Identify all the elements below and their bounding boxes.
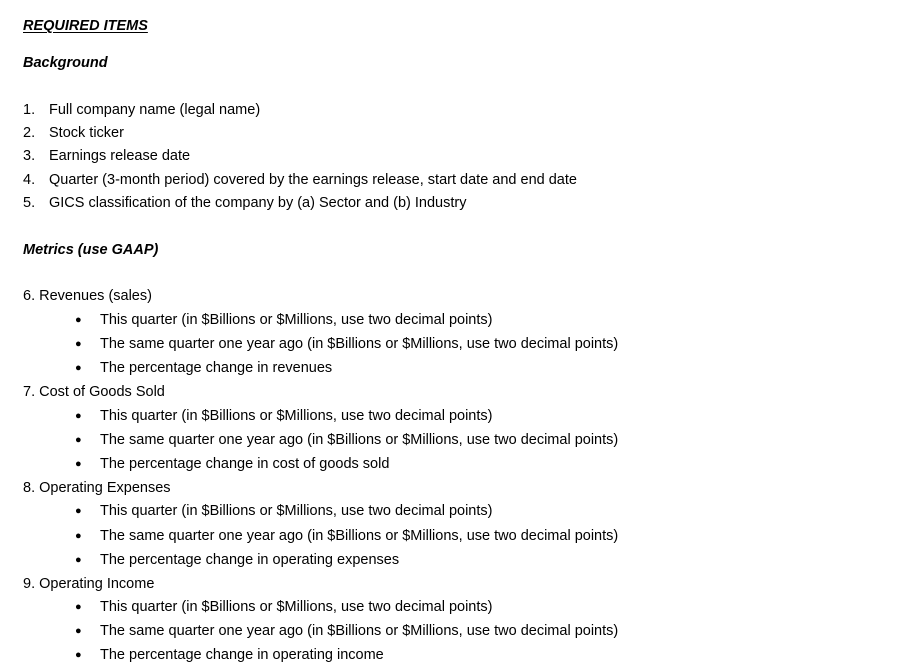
item-number: 4.: [23, 172, 36, 188]
item-number: 2.: [23, 125, 36, 141]
bullet-icon: ●: [75, 625, 82, 637]
list-item: ● The percentage change in operating income: [75, 647, 384, 663]
bullet-icon: ●: [75, 362, 82, 374]
background-item-5: [23, 193, 466, 213]
metric-section-title: 6. Revenues (sales): [23, 288, 152, 304]
item-text: Full company name (legal name): [49, 102, 261, 118]
item-number: 3.: [23, 148, 36, 164]
metrics-heading: Metrics (use GAAP): [23, 242, 159, 258]
bullet-icon: ●: [75, 314, 82, 326]
metric-section-title: 7. Cost of Goods Sold: [23, 384, 165, 400]
list-item: ● The same quarter one year ago (in $Billions or $Millions, use two decimal points): [75, 336, 619, 352]
item-number: 1.: [23, 102, 36, 118]
bullet-icon: ●: [75, 530, 82, 542]
list-item: ● The same quarter one year ago (in $Billions or $Millions, use two decimal points): [75, 528, 619, 544]
list-item: ● This quarter (in $Billions or $Millions, use two decimal points): [75, 312, 493, 328]
list-item: ● The percentage change in cost of goods sold: [75, 456, 390, 472]
list-item: ● This quarter (in $Billions or $Millions, use two decimal points): [75, 408, 493, 424]
background-item-4: [23, 170, 577, 190]
list-item: ● This quarter (in $Billions or $Millions, use two decimal points): [75, 503, 493, 519]
item-number: 5.: [23, 195, 36, 211]
list-item: ● This quarter (in $Billions or $Millions, use two decimal points): [75, 599, 493, 615]
page-title: REQUIRED ITEMS: [23, 18, 148, 34]
list-item: ● The percentage change in operating expenses: [75, 552, 400, 568]
metric-section-title: 9. Operating Income: [23, 576, 155, 592]
item-text: Earnings release date: [49, 148, 191, 164]
list-item: ● The same quarter one year ago (in $Billions or $Millions, use two decimal points): [75, 623, 619, 639]
list-item: ● The same quarter one year ago (in $Billions or $Millions, use two decimal points): [75, 432, 619, 448]
list-item: ● The percentage change in revenues: [75, 360, 333, 376]
bullet-icon: ●: [75, 410, 82, 422]
metric-section-title: 8. Operating Expenses: [23, 480, 171, 496]
bullet-icon: ●: [75, 601, 82, 613]
bullet-icon: ●: [75, 458, 82, 470]
background-heading: Background: [23, 55, 108, 71]
bullet-icon: ●: [75, 505, 82, 517]
item-text: Quarter (3-month period) covered by the earnings release, start date and end date: [49, 172, 577, 188]
background-item-2: [23, 123, 124, 143]
bullet-icon: ●: [75, 554, 82, 566]
bullet-icon: ●: [75, 434, 82, 446]
item-text: GICS classification of the company by (a) Sector and (b) Industry: [49, 195, 467, 211]
bullet-icon: ●: [75, 338, 82, 350]
bullet-icon: ●: [75, 649, 82, 661]
item-text: Stock ticker: [49, 125, 124, 141]
background-item-1: [23, 100, 260, 120]
background-item-3: [23, 146, 190, 166]
